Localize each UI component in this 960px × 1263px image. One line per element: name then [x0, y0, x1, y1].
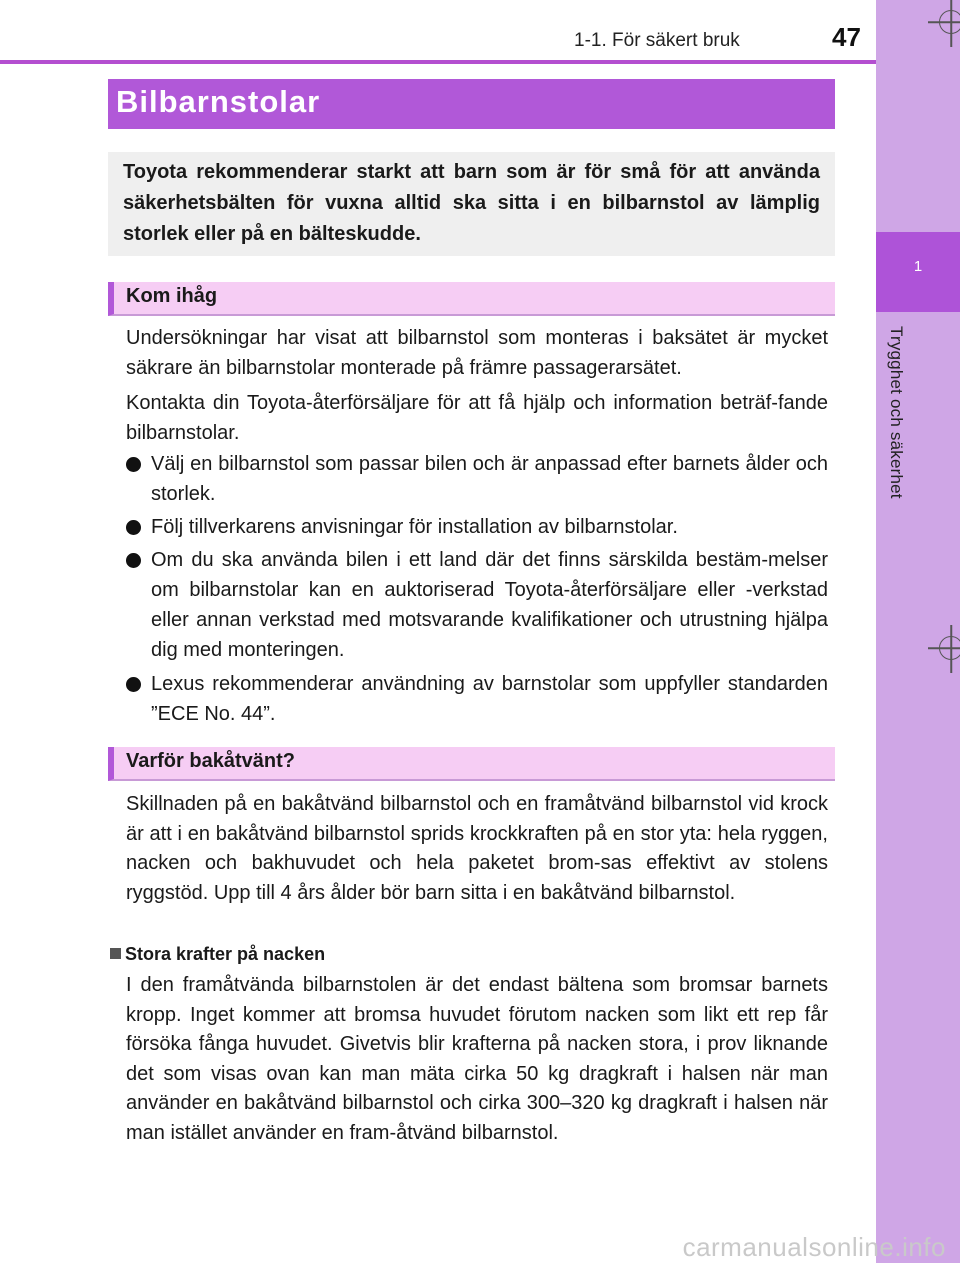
- section-heading-kom-ihag: [108, 282, 835, 316]
- section-heading-varfor: [108, 747, 835, 781]
- paragraph: Skillnaden på en bakåtvänd bilbarnstol och en framåtvänd bilbarnstol vid krock är att i en bakåtvänd bilbarnstol sprids krockkraften på en stor yta: hela ryggen, nacken och bakhuvudet och hela paketet brom-sas effektivt av stolens ryggstöd. Upp till 4 års ålder bör barn sitta i en bakåtvänd bilbarnstol.: [126, 793, 828, 904]
- section-heading-label: Varför bakåtvänt?: [126, 750, 295, 772]
- list-item-text: Lexus rekommenderar användning av barnstolar som uppfyller standarden ”ECE No. 44”.: [151, 673, 828, 725]
- crop-mark-icon: [939, 636, 960, 660]
- list-item: [126, 545, 828, 665]
- intro-text: Toyota rekommenderar starkt att barn som är för små för att använda säkerhetsbälten för vuxna alltid ska sitta i en bilbarnstol av lämplig storlek eller på en bälteskudde.: [123, 161, 820, 245]
- list-item: [126, 449, 828, 509]
- chapter-title: Trygghet och säkerhet: [887, 326, 906, 499]
- subheading: [110, 944, 325, 965]
- bullet-icon: [126, 520, 141, 535]
- crop-mark-icon: [939, 10, 960, 34]
- paragraph: Undersökningar har visat att bilbarnstol som monteras i baksätet är mycket säkrare än bilbarnstolar monterade på främre passagerarsätet.: [126, 327, 828, 379]
- list-item-text: Följ tillverkarens anvisningar för installation av bilbarnstolar.: [151, 516, 678, 538]
- list-item-text: Välj en bilbarnstol som passar bilen och är anpassad efter barnets ålder och storlek.: [151, 453, 828, 505]
- chapter-number-box[interactable]: [876, 232, 960, 312]
- list-item-text: Om du ska använda bilen i ett land där det finns särskilda bestäm-melser om bilbarnstolar kan en auktoriserad Toyota-återförsäljare eller -verkstad eller annan verkstad med motsvarande kvalifikationer och utrustning hjälpa dig med monteringen.: [151, 549, 828, 661]
- paragraph: Kontakta din Toyota-återförsäljare för att få hjälp och information beträf-fande bilbarnstolar.: [126, 392, 828, 444]
- paragraph: I den framåtvända bilbarnstolen är det endast bältena som bromsar barnets kropp. Inget kommer att bromsa huvudet förutom nacken som likt ett rep får försöka fånga huvudet. Givetvis blir krafterna på nacken stora, i prov liknande det som visas ovan kan man mäta cirka 50 kg dragkraft i halsen när man använder en bakåtvänd bilbarnstol och cirka 300–320 kg dragkraft i halsen när man istället använder en fram-åtvänd bilbarnstol.: [126, 974, 828, 1144]
- section-header: 1-1. För säkert bruk: [574, 30, 740, 51]
- list-item: [126, 512, 828, 542]
- square-bullet-icon: [110, 948, 121, 959]
- bullet-icon: [126, 457, 141, 472]
- chapter-side-tab: [876, 0, 960, 1263]
- watermark: carmanualsonline.info: [682, 1232, 946, 1262]
- page-number: 47: [832, 22, 861, 52]
- subheading-label: Stora krafter på nacken: [125, 944, 326, 964]
- section-heading-label: Kom ihåg: [126, 285, 218, 307]
- intro-box: [108, 152, 835, 256]
- bullet-icon: [126, 677, 141, 692]
- bullet-icon: [126, 553, 141, 568]
- header-rule: [0, 60, 876, 64]
- page-title-bar: [108, 79, 835, 129]
- list-item: [126, 669, 828, 729]
- chapter-number: 1: [913, 258, 923, 275]
- page-title: Bilbarnstolar: [116, 84, 321, 119]
